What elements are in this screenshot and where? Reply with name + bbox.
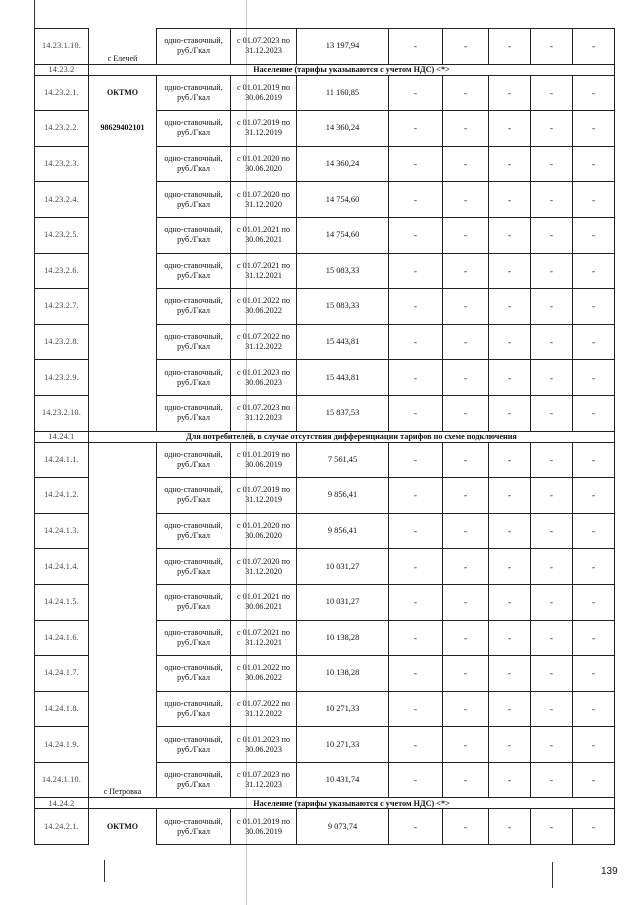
empty-value: - [389,324,443,360]
empty-value: - [389,182,443,218]
side-blank [89,395,157,431]
empty-value: - [573,691,615,727]
row-number: 14.24.1.4. [35,549,89,585]
empty-value: - [389,809,443,845]
side-blank [89,442,157,478]
side-blank [89,217,157,253]
row-number: 14.24.1.9. [35,727,89,763]
side-blank [89,549,157,585]
empty-value: - [573,182,615,218]
empty-value: - [531,549,573,585]
row-number: 14.23.2.5. [35,217,89,253]
table-row [35,324,615,360]
empty-value: - [389,549,443,585]
tariff-table-body [35,29,615,845]
empty-value: - [573,620,615,656]
empty-value: - [389,395,443,431]
tariff-period: с 01.01.2019 по 30.06.2019 [231,75,297,111]
tariff-value: 9 856,41 [297,513,389,549]
table-row [35,620,615,656]
empty-value: - [531,395,573,431]
tariff-period: с 01.07.2023 по 31.12.2023 [231,29,297,65]
empty-value: - [443,762,489,798]
empty-value: - [573,217,615,253]
tariff-unit: одно-ставочный, руб./Гкал [157,549,231,585]
table-row [35,29,615,65]
tariff-period: с 01.07.2022 по 31.12.2022 [231,324,297,360]
empty-value: - [489,29,531,65]
tariff-value: 15 083,33 [297,253,389,289]
tariff-period: с 01.01.2023 по 30.06.2023 [231,360,297,396]
empty-value: - [443,111,489,147]
empty-value: - [531,253,573,289]
empty-value: - [531,29,573,65]
side-blank [89,513,157,549]
tariff-unit: одно-ставочный, руб./Гкал [157,395,231,431]
empty-value: - [443,584,489,620]
tariff-period: с 01.07.2023 по 31.12.2023 [231,395,297,431]
tariff-value: 14 754,60 [297,182,389,218]
empty-value: - [389,442,443,478]
empty-value: - [531,324,573,360]
empty-value: - [389,513,443,549]
table-row [35,809,615,845]
tariff-period: с 01.01.2020 по 30.06.2020 [231,146,297,182]
empty-value: - [573,478,615,514]
empty-value: - [531,289,573,325]
empty-value: - [573,762,615,798]
tariff-unit: одно-ставочный, руб./Гкал [157,762,231,798]
tariff-value: 10 271,33 [297,691,389,727]
empty-value: - [573,442,615,478]
side-blank [89,289,157,325]
settlement-label: с Петровка [89,762,157,798]
empty-value: - [531,182,573,218]
empty-value: - [389,75,443,111]
row-number: 14.24.1.2. [35,478,89,514]
empty-value: - [531,217,573,253]
tariff-unit: одно-ставочный, руб./Гкал [157,584,231,620]
empty-value: - [489,656,531,692]
table-row [35,146,615,182]
row-number: 14.23.2.9. [35,360,89,396]
empty-value: - [573,395,615,431]
empty-value: - [389,762,443,798]
table-row [35,513,615,549]
table-row [35,111,615,147]
empty-value: - [531,691,573,727]
empty-value: - [443,513,489,549]
empty-value: - [531,75,573,111]
row-number: 14.24.1.8. [35,691,89,727]
tariff-value: 15 083,33 [297,289,389,325]
tariff-value: 14 754,60 [297,217,389,253]
tariff-unit: одно-ставочный, руб./Гкал [157,253,231,289]
tariff-unit: одно-ставочный, руб./Гкал [157,29,231,65]
margin-line-bottom-left [104,860,105,882]
tariff-unit: одно-ставочный, руб./Гкал [157,217,231,253]
row-number: 14.24.1.6. [35,620,89,656]
empty-value: - [443,289,489,325]
empty-value: - [573,29,615,65]
tariff-unit: одно-ставочный, руб./Гкал [157,809,231,845]
tariff-value: 14 360,24 [297,146,389,182]
row-number: 14.24.1.7. [35,656,89,692]
side-blank [89,691,157,727]
tariff-unit: одно-ставочный, руб./Гкал [157,656,231,692]
empty-value: - [389,253,443,289]
table-row [35,691,615,727]
empty-value: - [531,442,573,478]
tariff-value: 10 431,74 [297,762,389,798]
tariff-period: с 01.07.2020 по 31.12.2020 [231,549,297,585]
tariff-period: с 01.07.2021 по 31.12.2021 [231,253,297,289]
empty-value: - [443,182,489,218]
empty-value: - [489,289,531,325]
table-row [35,762,615,798]
row-number: 14.23.2.6. [35,253,89,289]
empty-value: - [489,584,531,620]
empty-value: - [443,620,489,656]
empty-value: - [389,584,443,620]
row-number: 14.24.1.1. [35,442,89,478]
empty-value: - [443,809,489,845]
tariff-period: с 01.01.2019 по 30.06.2019 [231,809,297,845]
empty-value: - [489,727,531,763]
tariff-unit: одно-ставочный, руб./Гкал [157,324,231,360]
empty-value: - [443,360,489,396]
empty-value: - [489,75,531,111]
oktmo-label: ОКТМО [89,809,157,845]
empty-value: - [389,289,443,325]
empty-value: - [443,442,489,478]
section-title: Население (тарифы указываются с учетом НДС) <*> [89,798,615,809]
empty-value: - [443,478,489,514]
side-blank [89,182,157,218]
tariff-period: с 01.01.2019 по 30.06.2019 [231,442,297,478]
margin-line-top [34,0,35,28]
empty-value: - [573,146,615,182]
side-blank [89,478,157,514]
section-title: Для потребителей, в случае отсутствия дифференциации тарифов по схеме подключения [89,431,615,442]
empty-value: - [573,513,615,549]
tariff-unit: одно-ставочный, руб./Гкал [157,289,231,325]
empty-value: - [531,584,573,620]
tariff-value: 10 031,27 [297,549,389,585]
section-number: 14.23.2 [35,64,89,75]
tariff-period: с 01.07.2023 по 31.12.2023 [231,762,297,798]
row-number: 14.23.1.10. [35,29,89,65]
empty-value: - [389,360,443,396]
row-number: 14.24.2.1. [35,809,89,845]
side-blank [89,656,157,692]
empty-value: - [489,217,531,253]
empty-value: - [443,549,489,585]
table-row [35,656,615,692]
empty-value: - [531,360,573,396]
tariff-unit: одно-ставочный, руб./Гкал [157,360,231,396]
empty-value: - [389,217,443,253]
empty-value: - [573,75,615,111]
empty-value: - [489,395,531,431]
tariff-table [34,28,615,845]
empty-value: - [443,691,489,727]
empty-value: - [389,727,443,763]
table-row [35,182,615,218]
table-row [35,478,615,514]
row-number: 14.23.2.10. [35,395,89,431]
empty-value: - [489,146,531,182]
table-row [35,217,615,253]
section-row [35,798,615,809]
empty-value: - [389,620,443,656]
tariff-value: 15 837,53 [297,395,389,431]
side-blank [89,360,157,396]
oktmo-code: 98629402101 [89,111,157,147]
oktmo-label: ОКТМО [89,75,157,111]
empty-value: - [489,478,531,514]
tariff-period: с 01.01.2021 по 30.06.2021 [231,584,297,620]
tariff-period: с 01.07.2019 по 31.12.2019 [231,111,297,147]
table-row [35,75,615,111]
tariff-value: 10 271,33 [297,727,389,763]
empty-value: - [389,691,443,727]
empty-value: - [531,146,573,182]
empty-value: - [531,513,573,549]
empty-value: - [389,111,443,147]
empty-value: - [389,29,443,65]
empty-value: - [573,324,615,360]
empty-value: - [489,442,531,478]
side-blank [89,727,157,763]
empty-value: - [443,217,489,253]
tariff-value: 15 443,81 [297,324,389,360]
tariff-unit: одно-ставочный, руб./Гкал [157,513,231,549]
table-row [35,289,615,325]
empty-value: - [531,656,573,692]
empty-value: - [443,253,489,289]
empty-value: - [443,395,489,431]
tariff-unit: одно-ставочный, руб./Гкал [157,182,231,218]
tariff-unit: одно-ставочный, руб./Гкал [157,478,231,514]
table-row [35,584,615,620]
empty-value: - [489,324,531,360]
section-number: 14.24.2 [35,798,89,809]
tariff-value: 13 197,94 [297,29,389,65]
empty-value: - [531,762,573,798]
empty-value: - [573,727,615,763]
tariff-value: 10 031,27 [297,584,389,620]
empty-value: - [389,656,443,692]
tariff-value: 9 073,74 [297,809,389,845]
tariff-unit: одно-ставочный, руб./Гкал [157,620,231,656]
row-number: 14.23.2.8. [35,324,89,360]
tariff-value: 10 138,28 [297,620,389,656]
table-row [35,360,615,396]
side-blank [89,324,157,360]
page-number: 139 [601,866,618,877]
tariff-period: с 01.01.2022 по 30.06.2022 [231,289,297,325]
empty-value: - [489,360,531,396]
tariff-value: 14 360,24 [297,111,389,147]
empty-value: - [489,762,531,798]
empty-value: - [489,620,531,656]
empty-value: - [531,111,573,147]
tariff-period: с 01.01.2023 по 30.06.2023 [231,727,297,763]
empty-value: - [573,360,615,396]
table-row [35,727,615,763]
row-number: 14.23.2.3. [35,146,89,182]
empty-value: - [573,584,615,620]
empty-value: - [443,324,489,360]
empty-value: - [443,146,489,182]
row-number: 14.23.2.2. [35,111,89,147]
tariff-unit: одно-ставочный, руб./Гкал [157,75,231,111]
row-number: 14.24.1.5. [35,584,89,620]
empty-value: - [489,809,531,845]
side-blank [89,253,157,289]
empty-value: - [531,620,573,656]
side-blank [89,584,157,620]
empty-value: - [573,111,615,147]
empty-value: - [531,478,573,514]
empty-value: - [573,549,615,585]
tariff-unit: одно-ставочный, руб./Гкал [157,442,231,478]
tariff-value: 11 160,85 [297,75,389,111]
empty-value: - [573,253,615,289]
empty-value: - [531,809,573,845]
tariff-period: с 01.01.2021 по 30.06.2021 [231,217,297,253]
table-row [35,395,615,431]
row-number: 14.23.2.4. [35,182,89,218]
tariff-period: с 01.07.2021 по 31.12.2021 [231,620,297,656]
empty-value: - [573,656,615,692]
tariff-value: 10 138,28 [297,656,389,692]
empty-value: - [443,656,489,692]
settlement-label: с Елечей [89,29,157,65]
section-row [35,64,615,75]
tariff-unit: одно-ставочный, руб./Гкал [157,146,231,182]
table-row [35,549,615,585]
empty-value: - [573,809,615,845]
row-number: 14.24.1.3. [35,513,89,549]
empty-value: - [489,549,531,585]
tariff-period: с 01.07.2022 по 31.12.2022 [231,691,297,727]
row-number: 14.23.2.1. [35,75,89,111]
section-number: 14.24.1 [35,431,89,442]
tariff-value: 9 856,41 [297,478,389,514]
section-title: Население (тарифы указываются с учетом НДС) <*> [89,64,615,75]
empty-value: - [489,111,531,147]
margin-line-bottom-right [552,862,553,888]
tariff-period: с 01.01.2020 по 30.06.2020 [231,513,297,549]
empty-value: - [489,253,531,289]
side-blank [89,620,157,656]
tariff-period: с 01.07.2019 по 31.12.2019 [231,478,297,514]
empty-value: - [573,289,615,325]
tariff-value: 7 561,45 [297,442,389,478]
row-number: 14.23.2.7. [35,289,89,325]
tariff-unit: одно-ставочный, руб./Гкал [157,691,231,727]
tariff-period: с 01.07.2020 по 31.12.2020 [231,182,297,218]
row-number: 14.24.1.10. [35,762,89,798]
tariff-period: с 01.01.2022 по 30.06.2022 [231,656,297,692]
empty-value: - [443,727,489,763]
empty-value: - [443,29,489,65]
table-row [35,442,615,478]
side-blank [89,146,157,182]
empty-value: - [389,478,443,514]
empty-value: - [389,146,443,182]
table-row [35,253,615,289]
section-row [35,431,615,442]
tariff-unit: одно-ставочный, руб./Гкал [157,727,231,763]
tariff-value: 15 443,81 [297,360,389,396]
empty-value: - [489,513,531,549]
empty-value: - [489,691,531,727]
empty-value: - [489,182,531,218]
tariff-unit: одно-ставочный, руб./Гкал [157,111,231,147]
empty-value: - [531,727,573,763]
empty-value: - [443,75,489,111]
